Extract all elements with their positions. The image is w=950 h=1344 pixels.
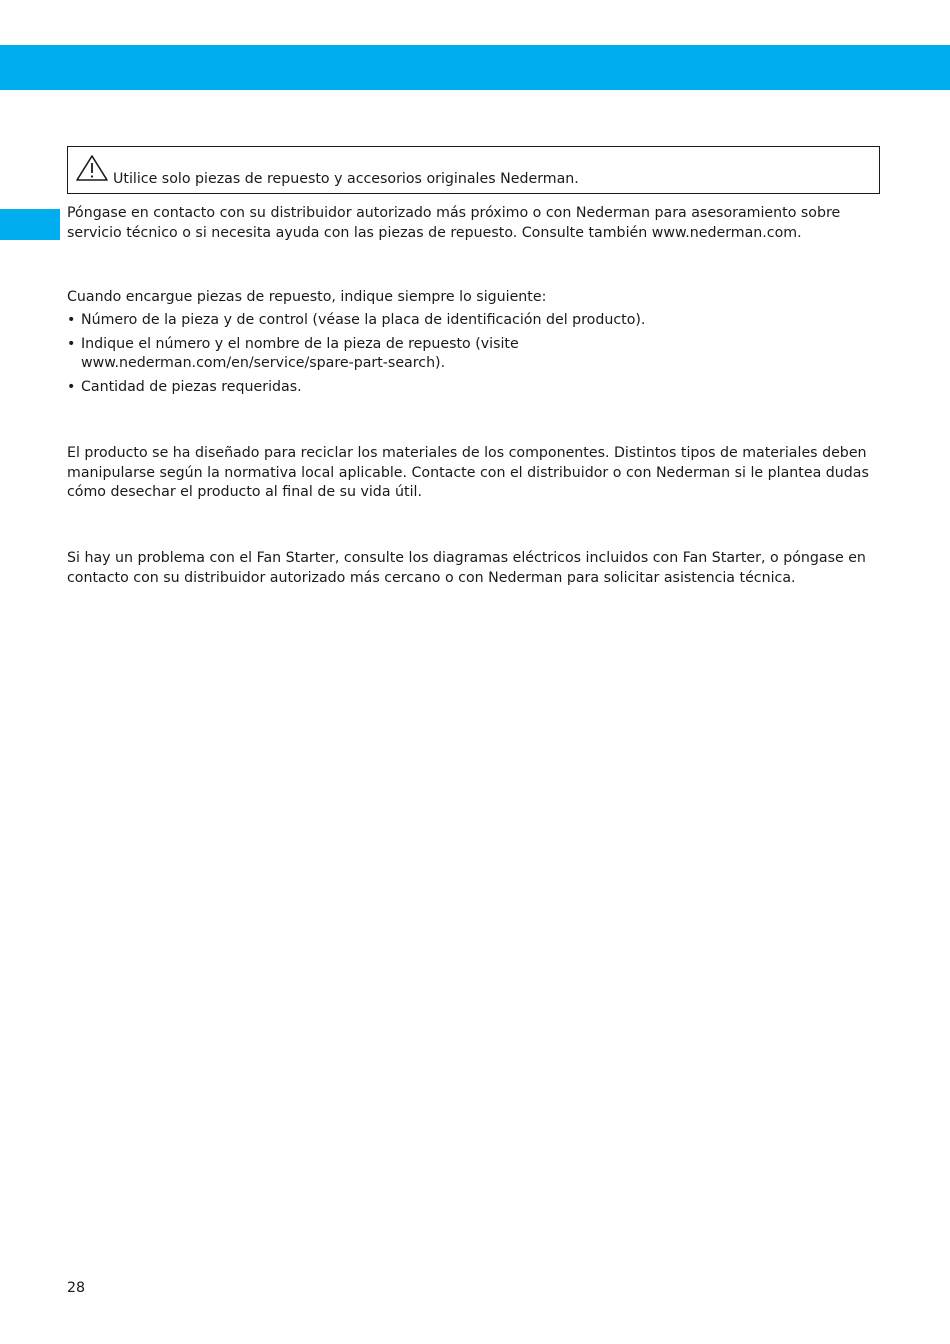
ordering-list (67, 311, 867, 401)
bullet-icon: • (67, 335, 76, 352)
warning-text: Utilice solo piezas de repuesto y accesorios originales Nederman. (113, 171, 579, 187)
recycling-paragraph: El producto se ha diseñado para reciclar los materiales de los componentes. Distintos tipos de materiales deben manipularse según la normativa local aplicable. Contacte con el distribuidor o con Nederman si le plantea dudas cómo desechar el producto al final de su vida útil. (67, 445, 869, 500)
ordering-intro: Cuando encargue piezas de repuesto, indique siempre lo siguiente: (67, 289, 547, 305)
bullet-icon: • (67, 312, 76, 328)
list-item: • Cantidad de piezas requeridas. (67, 378, 867, 398)
troubleshooting-paragraph: Si hay un problema con el Fan Starter, consulte los diagramas eléctricos incluidos con Fan Starter, o póngase en contacto con su distribuidor autorizado más cercano o con Nederman para solicitar asistencia técnica. (67, 550, 866, 586)
page-number: 28 (67, 1280, 86, 1296)
warning-box (67, 146, 880, 194)
chapter-tab-marker (0, 209, 60, 240)
header-bar (0, 45, 950, 90)
warning-triangle-icon (75, 154, 109, 182)
contact-paragraph: Póngase en contacto con su distribuidor autorizado más próximo o con Nederman para asesoramiento sobre servicio técnico o si necesita ayuda con las piezas de repuesto. Consulte también www.nederman.com. (67, 205, 841, 241)
bullet-icon: • (67, 378, 76, 395)
list-item: • Número de la pieza y de control (véase la placa de identificación del producto). (67, 311, 867, 331)
list-item: • Indique el número y el nombre de la pieza de repuesto (visite www.nederman.com/en/service/spare-part-search). (67, 335, 519, 371)
